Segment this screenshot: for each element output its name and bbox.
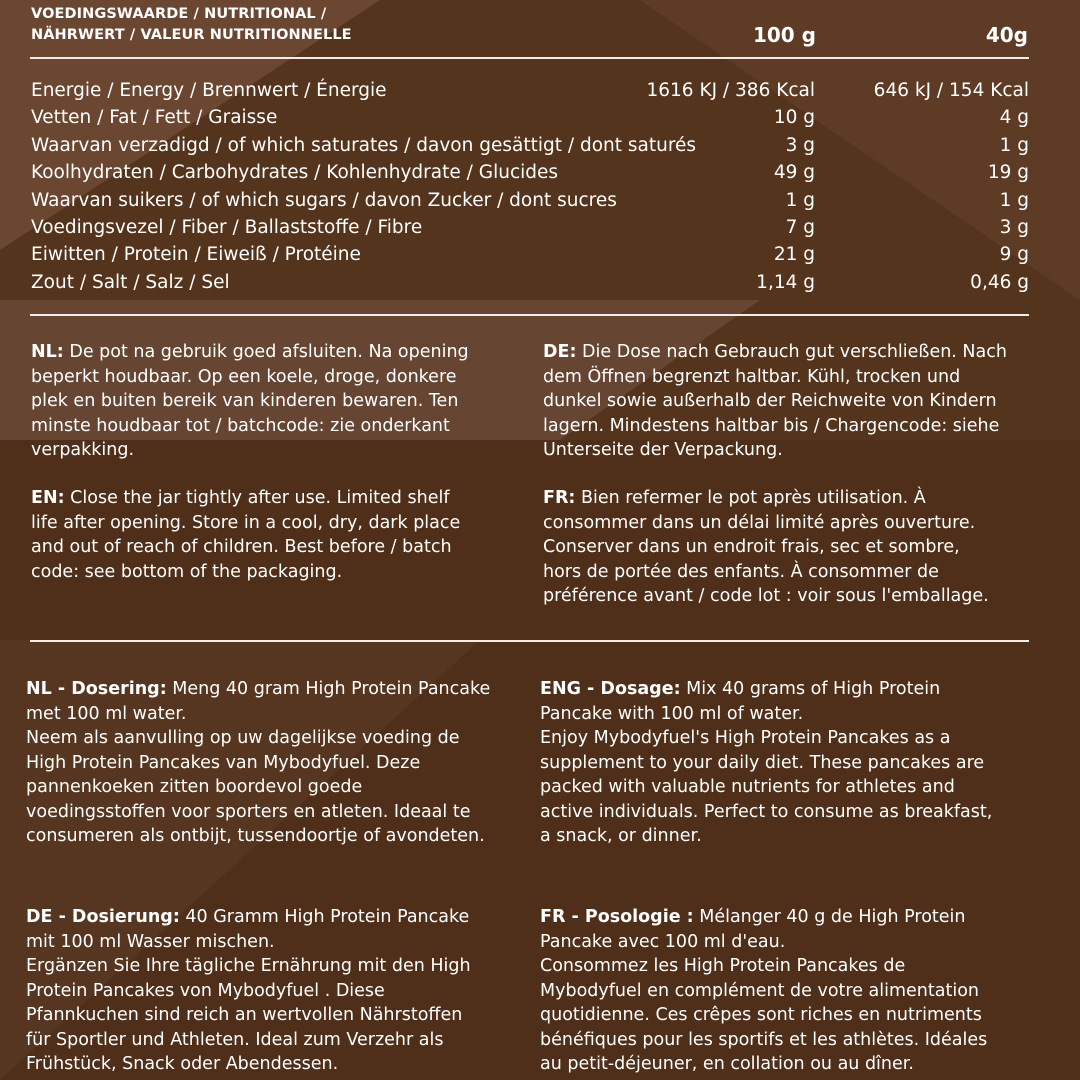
nutrition-row-protein [31, 241, 1029, 268]
value-100g: 3 g [785, 134, 815, 156]
storage-text-en [31, 486, 511, 584]
value-40g: 19 g [987, 162, 1029, 184]
storage-label-de: DE: [543, 342, 577, 362]
dosage-text-de [26, 905, 526, 1077]
dosage-text-eng [540, 677, 1040, 849]
divider-bottom [30, 640, 1029, 642]
storage-body-en: Close the jar tightly after use. Limited shelf life after opening. Store in a cool, dry, dark place and out of reach of children. Best before / batch code: see bottom of the packaging. [31, 488, 461, 582]
storage-label-nl: NL: [31, 342, 64, 362]
dosage-body-eng: Mix 40 grams of High Protein Pancake with 100 ml of water. Enjoy Mybodyfuel's High Protein Pancakes as a supplement to your daily diet. These pancakes are packed with valuable nutrients for athletes and active individuals. Perfect to consume as breakfast, a snack, or dinner. [540, 679, 993, 846]
storage-body-nl: De pot na gebruik goed afsluiten. Na opening beperkt houdbaar. Op een koele, droge, donkere plek en buiten bereik van kinderen bewaren. Ten minste houdbaar tot / batchcode: zie onderkant verpakking. [31, 342, 469, 460]
column-header-100g: 100 g [752, 23, 816, 47]
nutrient-label: Koolhydraten / Carbohydrates / Kohlenhydrate / Glucides [31, 162, 559, 184]
nutrient-label: Vetten / Fat / Fett / Graisse [31, 107, 278, 129]
nutrition-row-salt [31, 269, 1029, 296]
nutrition-row-saturates [31, 132, 1029, 159]
nutrition-title-line2: NÄHRWERT / VALEUR NUTRITIONNELLE [31, 27, 352, 43]
value-100g: 1,14 g [756, 271, 815, 293]
value-100g: 49 g [773, 162, 815, 184]
dosage-text-fr [540, 905, 1040, 1077]
dosage-label-eng: ENG - Dosage: [540, 679, 681, 699]
column-header-40g: 40g [985, 23, 1028, 47]
storage-label-fr: FR: [543, 488, 576, 508]
value-100g: 7 g [785, 216, 815, 238]
storage-body-de: Die Dose nach Gebrauch gut verschließen. Nach dem Öffnen begrenzt haltbar. Kühl, trocken und dunkel sowie außerhalb der Reichweite von Kindern lagern. Mindestens haltbar bis / Chargencode: siehe Unterseite der Verpackung. [543, 342, 1007, 460]
divider-top [30, 57, 1029, 59]
nutrient-label: Waarvan verzadigd / of which saturates / davon gesättigt / dont saturés [31, 134, 697, 156]
nutrition-row-sugars [31, 187, 1029, 214]
nutrition-row-fat [31, 104, 1029, 131]
value-100g: 1616 KJ / 386 Kcal [646, 80, 815, 101]
dosage-label-fr: FR - Posologie : [540, 907, 694, 927]
nutrition-table [31, 77, 1029, 296]
dosage-body-de: 40 Gramm High Protein Pancake mit 100 ml Wasser mischen. Ergänzen Sie Ihre tägliche Ernährung mit den High Protein Pancakes von Mybodyfuel . Diese Pfannkuchen sind reich an wertvollen Nährstoffen für Sportler und Athleten. Ideal zum Verzehr als Frühstück, Snack oder Abendessen. [26, 907, 471, 1074]
value-40g: 1 g [999, 189, 1029, 211]
nutrient-label: Zout / Salt / Salz / Sel [31, 271, 230, 293]
nutrient-label: Energie / Energy / Brennwert / Énergie [31, 80, 387, 101]
value-40g: 3 g [999, 216, 1029, 238]
dosage-body-nl: Meng 40 gram High Protein Pancake met 100 ml water. Neem als aanvulling op uw dagelijkse voeding de High Protein Pancakes van Mybodyfuel. Deze pannenkoeken zitten boordevol goede voedingsstoffen voor sporters en atleten. Ideaal te consumeren als ontbijt, tussendoortje of avondeten. [26, 679, 491, 846]
nutrition-row-energy [31, 77, 1029, 104]
dosage-label-nl: NL - Dosering: [26, 679, 167, 699]
nutrition-row-fiber [31, 214, 1029, 241]
value-100g: 10 g [773, 107, 815, 129]
value-40g: 4 g [999, 107, 1029, 129]
nutrient-label: Eiwitten / Protein / Eiweiß / Protéine [31, 244, 361, 266]
value-40g: 0,46 g [970, 271, 1029, 293]
value-40g: 9 g [999, 244, 1029, 266]
value-100g: 1 g [785, 189, 815, 211]
nutrient-label: Waarvan suikers / of which sugars / davon Zucker / dont sucres [31, 189, 617, 211]
dosage-label-de: DE - Dosierung: [26, 907, 180, 927]
nutrient-label: Voedingsvezel / Fiber / Ballaststoffe / Fibre [31, 216, 423, 238]
value-40g: 1 g [999, 134, 1029, 156]
dosage-text-nl [26, 677, 526, 849]
storage-text-nl [31, 340, 511, 463]
nutrition-title [31, 4, 352, 46]
value-100g: 21 g [773, 244, 815, 266]
value-40g: 646 kJ / 154 Kcal [873, 80, 1029, 101]
storage-label-en: EN: [31, 488, 65, 508]
storage-text-de [543, 340, 1043, 463]
nutrition-title-line1: VOEDINGSWAARDE / NUTRITIONAL / [31, 6, 327, 22]
storage-text-fr [543, 486, 1043, 609]
dosage-body-fr: Mélanger 40 g de High Protein Pancake avec 100 ml d'eau. Consommez les High Protein Pancakes de Mybodyfuel en complément de votre alimentation quotidienne. Ces crêpes sont riches en nutriments bénéfiques pour les sportifs et les athlètes. Idéales au petit-déjeuner, en collation ou au dîner. [540, 907, 988, 1074]
divider-middle [30, 314, 1029, 316]
nutrition-row-carbohydrates [31, 159, 1029, 186]
storage-body-fr: Bien refermer le pot après utilisation. À consommer dans un délai limité après ouverture. Conserver dans un endroit frais, sec et sombre, hors de portée des enfants. À consommer de préférence avant / code lot : voir sous l'emballage. [543, 488, 989, 606]
